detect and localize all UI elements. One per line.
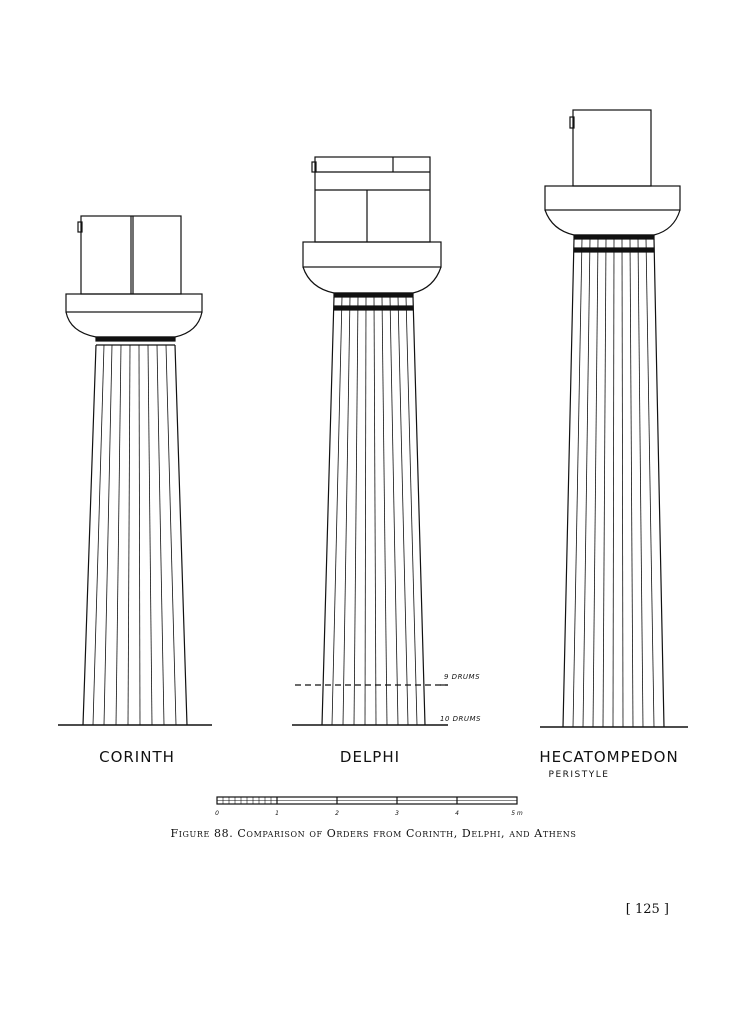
ten-drums-label: 10 DRUMS xyxy=(440,715,481,723)
hecatompedon-abacus xyxy=(545,186,680,210)
scale-bar xyxy=(217,797,517,804)
scale-tick-5: 5 m xyxy=(511,810,523,817)
corinth-label: CORINTH xyxy=(99,748,175,766)
corinth-echinus xyxy=(66,312,202,337)
delphi-abacus xyxy=(303,242,441,267)
scale-tick-1: 1 xyxy=(275,810,279,817)
corinth-column xyxy=(58,216,212,725)
hecatompedon-entablature-block xyxy=(573,110,651,186)
scale-tick-4: 4 xyxy=(455,810,459,817)
delphi-column xyxy=(292,157,448,725)
scale-tick-3: 3 xyxy=(395,810,399,817)
corinth-abacus xyxy=(66,294,202,312)
figure-caption: Figure 88. Comparison of Orders from Corinth, Delphi, and Athens xyxy=(170,827,577,840)
hecatompedon-echinus xyxy=(545,210,680,235)
hecatompedon-column xyxy=(540,110,688,727)
scale-tick-0: 0 xyxy=(215,810,219,817)
hecatompedon-label: HECATOMPEDON xyxy=(539,748,679,766)
page-number: [ 125 ] xyxy=(625,902,669,917)
delphi-entablature-block xyxy=(315,157,430,242)
scale-tick-2: 2 xyxy=(335,810,339,817)
delphi-shaft xyxy=(322,297,425,725)
delphi-label: DELPHI xyxy=(339,748,401,766)
nine-drums-label: 9 DRUMS xyxy=(444,673,481,681)
delphi-echinus xyxy=(303,267,441,293)
peristyle-label: PERISTYLE xyxy=(548,770,610,780)
